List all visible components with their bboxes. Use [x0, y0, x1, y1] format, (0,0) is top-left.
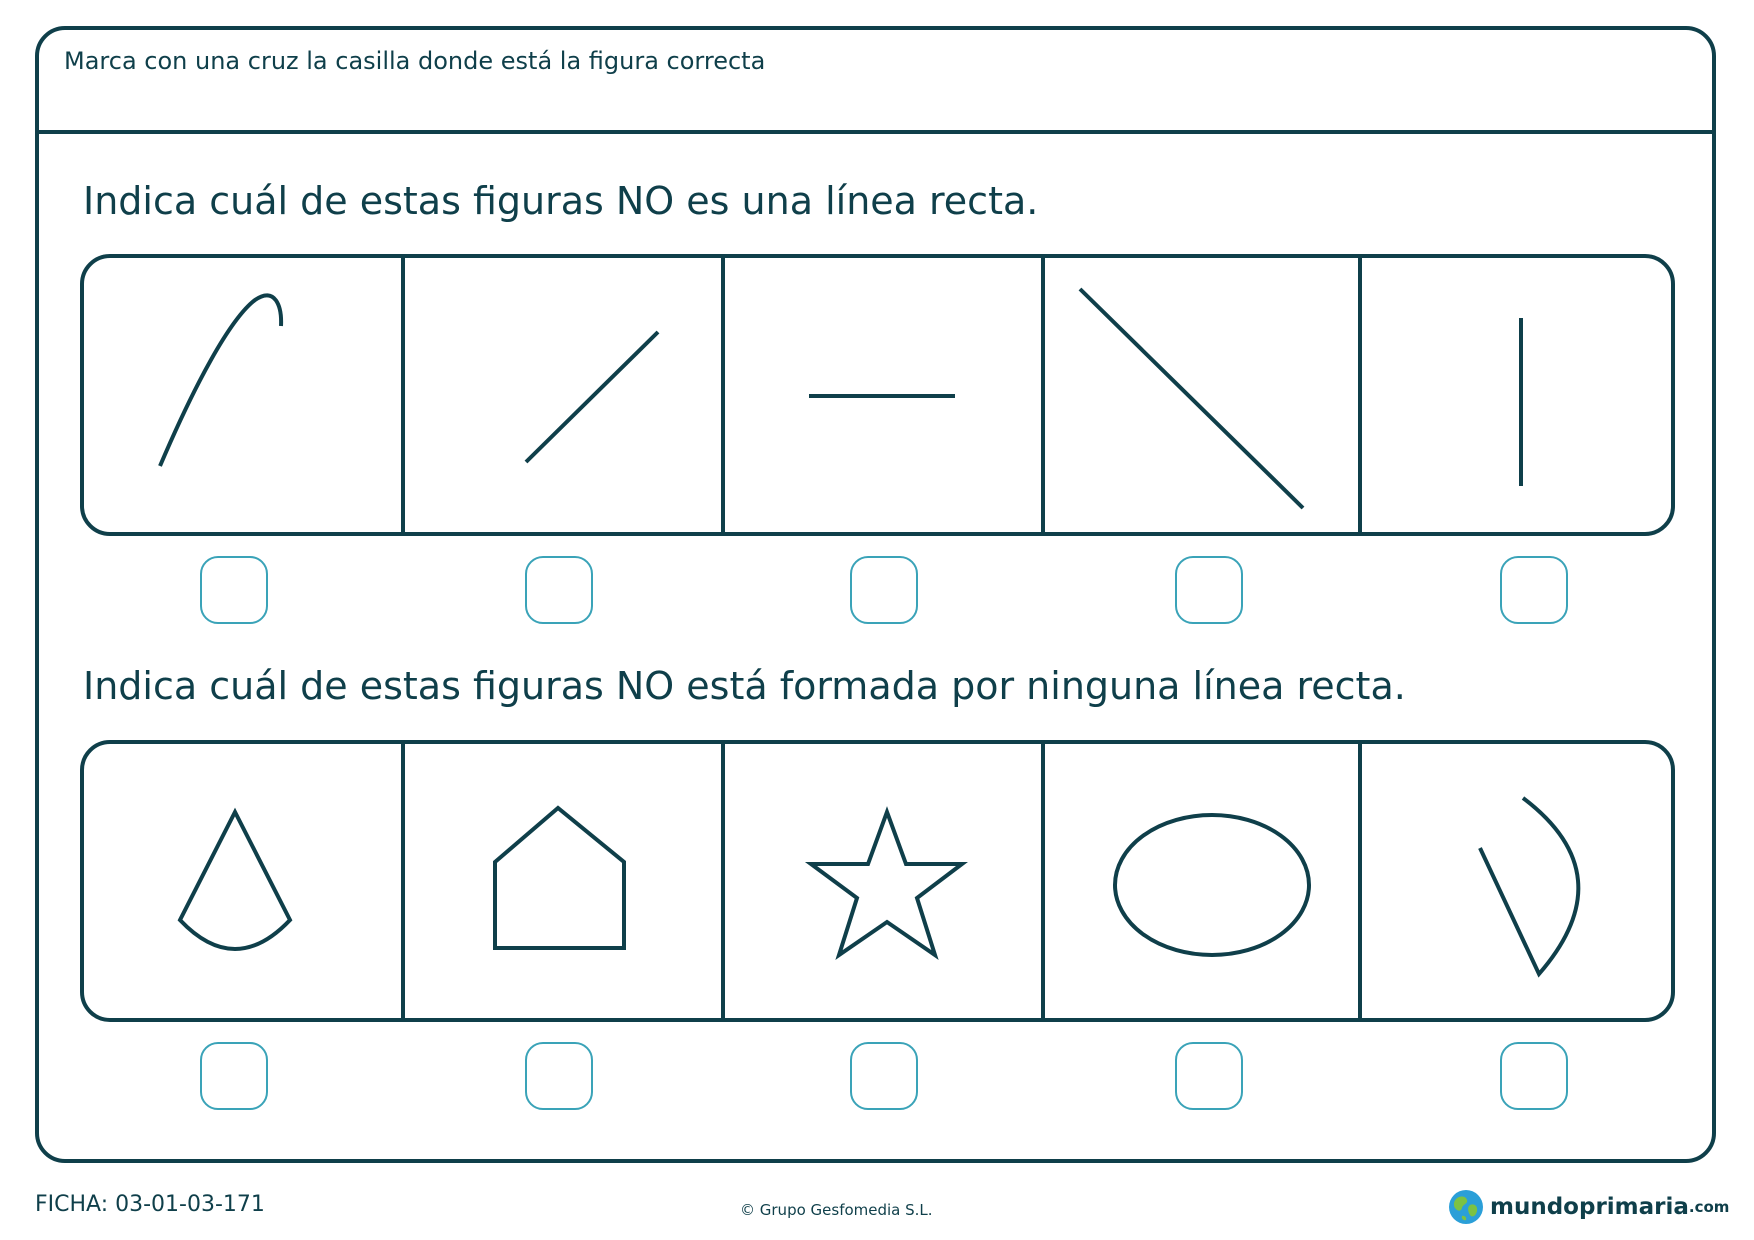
drop-shape-figure — [180, 812, 290, 949]
header-divider — [35, 130, 1716, 134]
question-1-text: Indica cuál de estas figuras NO es una línea recta. — [83, 179, 1039, 223]
copyright-text: © Grupo Gesfomedia S.L. — [740, 1201, 933, 1219]
answer-checkbox-2-5[interactable] — [1500, 1042, 1568, 1110]
brand-suffix: .com — [1688, 1198, 1730, 1216]
figure-row-2-border — [82, 742, 1673, 1020]
diagonal-line-up-figure — [526, 332, 658, 462]
globe-icon — [1448, 1189, 1484, 1225]
answer-checkbox-1-5[interactable] — [1500, 556, 1568, 624]
answer-checkbox-2-1[interactable] — [200, 1042, 268, 1110]
diagonal-line-down-figure — [1080, 289, 1303, 508]
figure-row-1 — [80, 254, 1675, 536]
worksheet-code: FICHA: 03-01-03-171 — [35, 1192, 265, 1217]
brand-logo[interactable] — [1448, 1186, 1729, 1228]
curved-line-figure — [160, 295, 281, 466]
figure-row-2 — [80, 740, 1675, 1022]
brand-name: mundoprimaria — [1490, 1194, 1689, 1220]
answer-checkbox-2-2[interactable] — [525, 1042, 593, 1110]
answer-checkbox-1-2[interactable] — [525, 556, 593, 624]
answer-checkbox-1-3[interactable] — [850, 556, 918, 624]
instruction-text: Marca con una cruz la casilla donde está la figura correcta — [64, 47, 766, 75]
answer-checkbox-1-1[interactable] — [200, 556, 268, 624]
answer-checkbox-2-4[interactable] — [1175, 1042, 1243, 1110]
star-figure — [811, 812, 962, 955]
arc-with-segment-figure — [1480, 798, 1578, 974]
question-2-text: Indica cuál de estas figuras NO está formada por ninguna línea recta. — [83, 664, 1406, 708]
answer-checkbox-2-3[interactable] — [850, 1042, 918, 1110]
figure-row-2-drawing — [80, 740, 1675, 1022]
figure-row-1-drawing — [80, 254, 1675, 536]
house-pentagon-figure — [495, 808, 624, 948]
ellipse-figure — [1115, 815, 1309, 955]
answer-checkbox-1-4[interactable] — [1175, 556, 1243, 624]
